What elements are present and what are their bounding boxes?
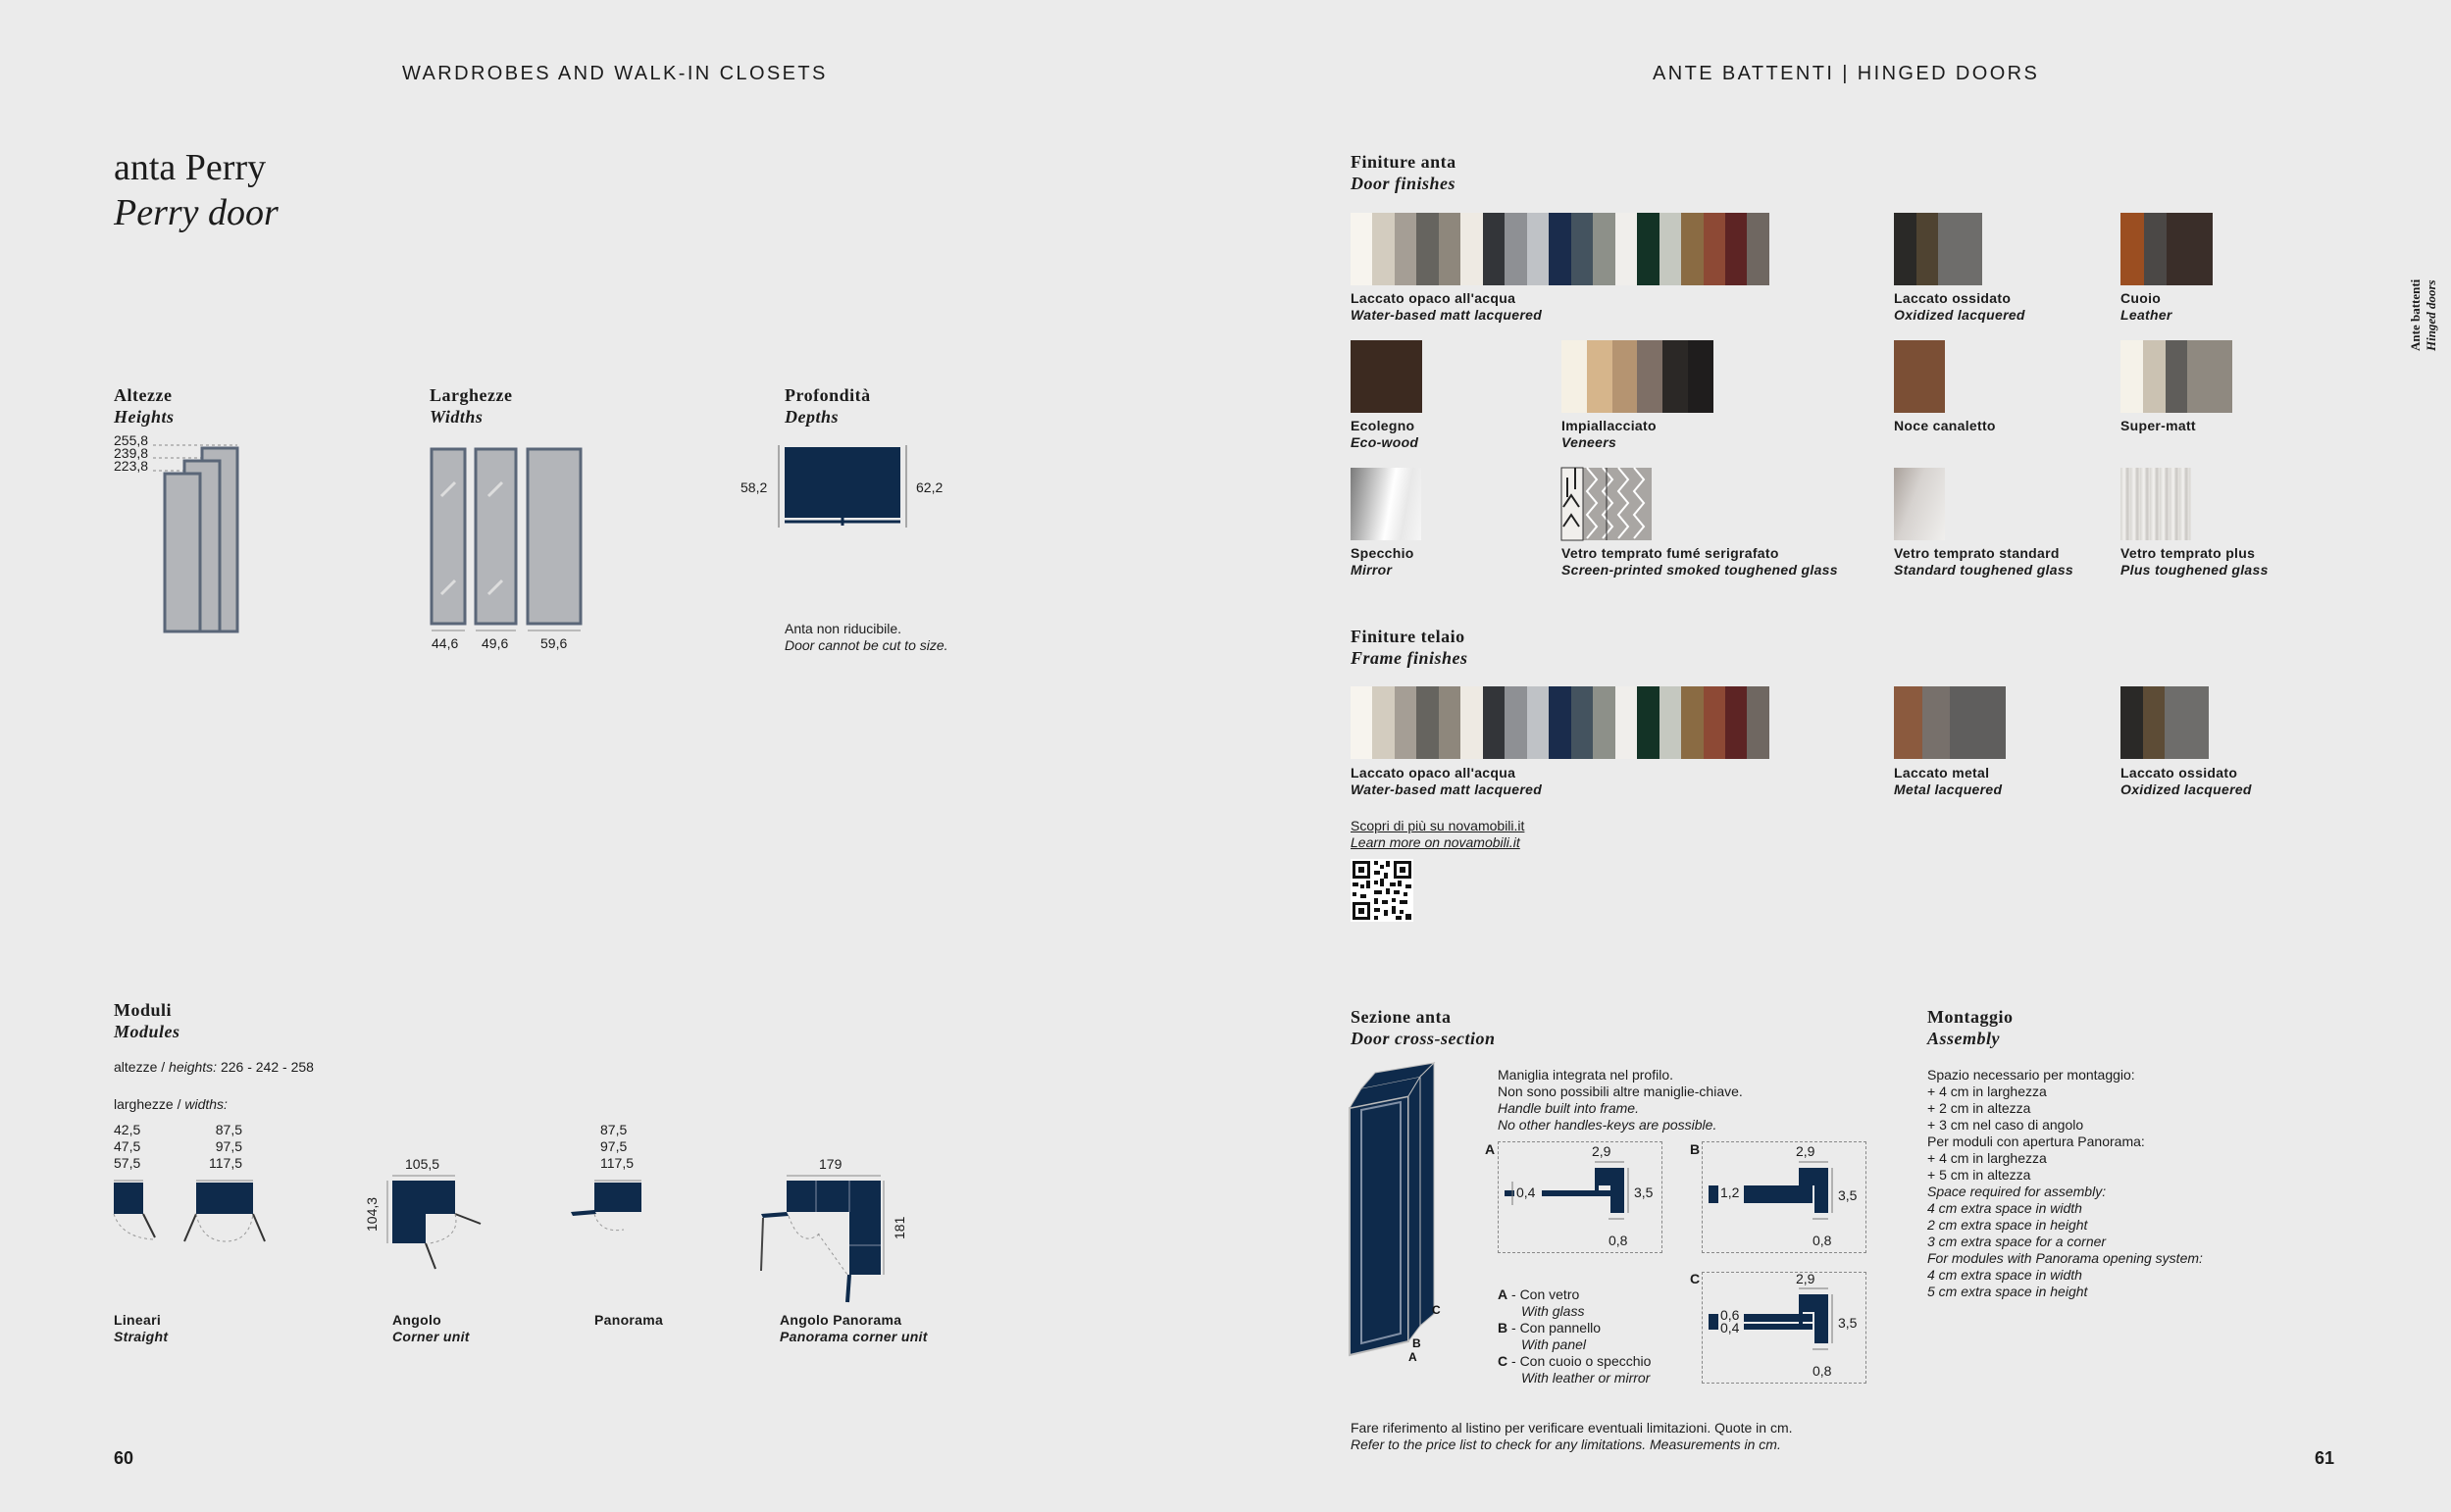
color-swatch bbox=[1460, 686, 1482, 759]
finish-caption-en: Eco-wood bbox=[1351, 434, 1419, 450]
widths-diagram bbox=[430, 447, 587, 633]
swatch-strip bbox=[2120, 340, 2232, 413]
assembly-line: 3 cm extra space for a corner bbox=[1927, 1234, 2107, 1249]
modules-widths-line bbox=[114, 1096, 228, 1113]
color-swatch bbox=[1387, 340, 1423, 413]
swatch-strip bbox=[1351, 686, 1769, 759]
assembly-line: + 4 cm in larghezza bbox=[1927, 1084, 2047, 1099]
qr-code-icon[interactable] bbox=[1351, 859, 1413, 922]
frame-finishes-label bbox=[1351, 626, 1468, 669]
color-swatch bbox=[1681, 213, 1703, 285]
finish-caption bbox=[1894, 418, 1996, 434]
depths-diagram bbox=[775, 443, 912, 533]
color-swatch bbox=[2210, 340, 2232, 413]
left-page-header: WARDROBES AND WALK-IN CLOSETS bbox=[402, 63, 828, 84]
module-corner-diagram bbox=[384, 1173, 492, 1281]
finish-caption bbox=[1894, 545, 2073, 579]
depth-right-value: 62,2 bbox=[916, 479, 944, 495]
assembly-line: + 3 cm nel caso di angolo bbox=[1927, 1117, 2084, 1133]
color-swatch bbox=[1637, 340, 1662, 413]
right-page-header: ANTE BATTENTI | HINGED DOORS bbox=[1653, 63, 2040, 84]
heights-label-it: Altezze bbox=[114, 385, 173, 405]
side-tab-en: Hinged doors bbox=[2424, 279, 2438, 351]
depths-label bbox=[785, 384, 871, 428]
module-type-panorama bbox=[594, 1312, 663, 1329]
module-type-en: Corner unit bbox=[392, 1329, 470, 1344]
dim-a-top: 2,9 bbox=[1592, 1143, 1611, 1159]
height-value: 255,8 bbox=[114, 432, 149, 448]
section-tag-b: B bbox=[1412, 1336, 1421, 1350]
page-title bbox=[114, 145, 279, 235]
mirror-swatch bbox=[1351, 468, 1421, 540]
legend-en: With glass bbox=[1521, 1303, 1585, 1319]
color-swatch bbox=[1894, 340, 1945, 413]
depths-note-en: Door cannot be cut to size. bbox=[785, 637, 948, 653]
color-swatch bbox=[1747, 213, 1768, 285]
profile-b-box bbox=[1702, 1141, 1866, 1253]
assembly-line: 4 cm extra space in width bbox=[1927, 1267, 2082, 1283]
door-section-illustration bbox=[1348, 1069, 1475, 1363]
modules-heights-line bbox=[114, 1059, 314, 1076]
footnote-it: Fare riferimento al listino per verificare eventuali limitazioni. Quote in cm. bbox=[1351, 1420, 1793, 1436]
dim-b-right: 3,5 bbox=[1838, 1187, 1858, 1203]
color-swatch bbox=[2187, 340, 2210, 413]
color-swatch bbox=[1395, 213, 1416, 285]
module-width: 87,5 bbox=[215, 1122, 242, 1137]
finish-caption-en: Metal lacquered bbox=[1894, 781, 2003, 797]
heights-values bbox=[114, 434, 148, 473]
color-swatch bbox=[1615, 686, 1637, 759]
legend-key: C bbox=[1498, 1353, 1508, 1369]
width-value: 59,6 bbox=[540, 635, 568, 651]
color-swatch bbox=[1587, 340, 1612, 413]
legend-en: With panel bbox=[1521, 1336, 1587, 1352]
height-value: 239,8 bbox=[114, 445, 149, 461]
footnote-en: Refer to the price list to check for any limitations. Measurements in cm. bbox=[1351, 1436, 1781, 1452]
color-swatch bbox=[1704, 686, 1725, 759]
widths-label-en: Widths bbox=[430, 407, 484, 427]
module-type-straight bbox=[114, 1312, 168, 1345]
side-tab bbox=[2408, 279, 2439, 351]
dim-b-bottom: 0,8 bbox=[1813, 1233, 1832, 1248]
corner-width: 105,5 bbox=[405, 1156, 440, 1172]
color-swatch bbox=[2187, 686, 2210, 759]
assembly-line: 4 cm extra space in width bbox=[1927, 1200, 2082, 1216]
swatch-strip bbox=[2120, 686, 2209, 759]
color-swatch bbox=[1894, 213, 1916, 285]
dim-b-left: 1,2 bbox=[1720, 1184, 1740, 1200]
profile-c-box bbox=[1702, 1272, 1866, 1384]
assembly-label bbox=[1927, 1006, 2014, 1049]
swatch-strip bbox=[1894, 213, 1982, 285]
height-value: 223,8 bbox=[114, 458, 149, 474]
module-type-corner bbox=[392, 1312, 470, 1345]
color-swatch bbox=[1615, 213, 1637, 285]
module-width: 47,5 bbox=[114, 1138, 141, 1154]
note-line: No other handles-keys are possible. bbox=[1498, 1117, 1717, 1133]
assembly-line: 2 cm extra space in height bbox=[1927, 1217, 2088, 1233]
finish-caption bbox=[1894, 290, 2025, 324]
color-swatch bbox=[1416, 213, 1438, 285]
color-swatch bbox=[1593, 686, 1614, 759]
depth-left-value: 58,2 bbox=[740, 479, 768, 495]
note-line: Handle built into frame. bbox=[1498, 1100, 1639, 1116]
cross-section-it: Sezione anta bbox=[1351, 1007, 1452, 1027]
legend-key: A bbox=[1498, 1286, 1508, 1302]
color-swatch bbox=[2120, 340, 2143, 413]
color-swatch bbox=[1725, 213, 1747, 285]
dim-a-left: 0,4 bbox=[1516, 1184, 1536, 1200]
color-swatch bbox=[1549, 213, 1570, 285]
color-swatch bbox=[1395, 686, 1416, 759]
assembly-line: Spazio necessario per montaggio: bbox=[1927, 1067, 2135, 1083]
module-width: 97,5 bbox=[600, 1138, 628, 1154]
modules-heights-it: altezze / bbox=[114, 1059, 170, 1075]
color-swatch bbox=[1483, 213, 1505, 285]
depths-label-en: Depths bbox=[785, 407, 840, 427]
color-swatch bbox=[1916, 213, 1939, 285]
module-type-en: Panorama corner unit bbox=[780, 1329, 928, 1344]
finish-caption-it: Cuoio bbox=[2120, 290, 2162, 306]
module-width: 87,5 bbox=[600, 1122, 628, 1137]
module-width: 57,5 bbox=[114, 1155, 141, 1171]
color-swatch bbox=[1505, 213, 1526, 285]
dim-b-top: 2,9 bbox=[1796, 1143, 1815, 1159]
finish-caption bbox=[1351, 545, 1414, 579]
color-swatch bbox=[1527, 213, 1549, 285]
assembly-it: Montaggio bbox=[1927, 1007, 2014, 1027]
color-swatch bbox=[1571, 686, 1593, 759]
frame-finishes-it: Finiture telaio bbox=[1351, 627, 1465, 646]
module-panorama-corner-diagram bbox=[759, 1173, 896, 1310]
widths-label-it: Larghezze bbox=[430, 385, 513, 405]
note-line: Non sono possibili altre maniglie-chiave. bbox=[1498, 1084, 1743, 1099]
footnote bbox=[1351, 1420, 1793, 1453]
finish-caption-it: Laccato opaco all'acqua bbox=[1351, 765, 1516, 781]
plus-glass-swatch bbox=[2120, 468, 2191, 540]
cross-section-legend bbox=[1498, 1286, 1651, 1386]
finish-caption bbox=[2120, 418, 2196, 434]
legend-key: B bbox=[1498, 1320, 1508, 1336]
modules-widths-b bbox=[209, 1122, 242, 1172]
assembly-line: + 4 cm in larghezza bbox=[1927, 1150, 2047, 1166]
color-swatch bbox=[1549, 686, 1570, 759]
color-swatch bbox=[1460, 213, 1482, 285]
width-value: 49,6 bbox=[482, 635, 509, 651]
module-type-it: Lineari bbox=[114, 1312, 162, 1328]
color-swatch bbox=[1950, 686, 1978, 759]
color-swatch bbox=[1725, 686, 1747, 759]
color-swatch bbox=[1681, 686, 1703, 759]
module-panorama-diagram bbox=[567, 1173, 655, 1232]
color-swatch bbox=[1372, 686, 1394, 759]
width-value: 44,6 bbox=[432, 635, 459, 651]
color-swatch bbox=[1894, 686, 1922, 759]
learn-more-link[interactable] bbox=[1351, 818, 1524, 851]
assembly-line: + 5 cm in altezza bbox=[1927, 1167, 2031, 1183]
learn-more-it[interactable]: Scopri di più su novamobili.it bbox=[1351, 818, 1525, 833]
module-type-it: Panorama bbox=[594, 1312, 664, 1328]
finish-caption bbox=[1561, 545, 1838, 579]
swatch-strip bbox=[2120, 213, 2213, 285]
finish-caption-it: Ecolegno bbox=[1351, 418, 1415, 433]
assembly-line: Space required for assembly: bbox=[1927, 1184, 2107, 1199]
profile-c-tag: C bbox=[1690, 1271, 1701, 1286]
color-swatch bbox=[1961, 213, 1983, 285]
finish-caption bbox=[2120, 290, 2172, 324]
finish-caption-en: Veneers bbox=[1561, 434, 1617, 450]
modules-widths-a bbox=[114, 1122, 140, 1172]
module-straight-diagram bbox=[108, 1173, 284, 1251]
color-swatch bbox=[1593, 213, 1614, 285]
finish-caption bbox=[1351, 418, 1418, 451]
color-swatch bbox=[1704, 213, 1725, 285]
swatch-strip bbox=[1351, 213, 1769, 285]
color-swatch bbox=[1351, 213, 1372, 285]
finish-caption-en: Leather bbox=[2120, 307, 2172, 323]
finish-caption-it: Laccato ossidato bbox=[1894, 290, 2012, 306]
finish-caption-it: Specchio bbox=[1351, 545, 1414, 561]
page-number-right: 61 bbox=[2315, 1448, 2335, 1468]
swatch-strip bbox=[1894, 686, 2006, 759]
color-swatch bbox=[1660, 686, 1681, 759]
door-finishes-label bbox=[1351, 151, 1456, 194]
dim-a-bottom: 0,8 bbox=[1608, 1233, 1628, 1248]
color-swatch bbox=[1612, 340, 1638, 413]
color-swatch bbox=[1637, 213, 1659, 285]
finish-caption-en: Oxidized lacquered bbox=[2120, 781, 2252, 797]
standard-glass-swatch bbox=[1894, 468, 1945, 540]
swatch-strip bbox=[1561, 340, 1713, 413]
color-swatch bbox=[1351, 340, 1387, 413]
door-finishes-it: Finiture anta bbox=[1351, 152, 1456, 172]
side-tab-it: Ante battenti bbox=[2408, 278, 2423, 351]
cross-section-label bbox=[1351, 1006, 1496, 1049]
dim-c-top: 2,9 bbox=[1796, 1271, 1815, 1286]
finish-caption-en: Oxidized lacquered bbox=[1894, 307, 2025, 323]
module-type-it: Angolo bbox=[392, 1312, 442, 1328]
module-width: 42,5 bbox=[114, 1122, 141, 1137]
color-swatch bbox=[2190, 213, 2214, 285]
door-finishes-en: Door finishes bbox=[1351, 174, 1456, 193]
color-swatch bbox=[1571, 213, 1593, 285]
learn-more-en[interactable]: Learn more on novamobili.it bbox=[1351, 834, 1520, 850]
depths-note-it: Anta non riducibile. bbox=[785, 621, 902, 636]
heights-label-en: Heights bbox=[114, 407, 175, 427]
finish-caption-it: Vetro temprato plus bbox=[2120, 545, 2256, 561]
assembly-en: Assembly bbox=[1927, 1029, 2000, 1048]
dim-c-right: 3,5 bbox=[1838, 1315, 1858, 1331]
finish-caption-it: Laccato opaco all'acqua bbox=[1351, 290, 1516, 306]
color-swatch bbox=[1351, 686, 1372, 759]
title-en: Perry door bbox=[114, 192, 279, 233]
color-swatch bbox=[2144, 213, 2168, 285]
swatch-strip bbox=[1894, 340, 1945, 413]
swatch-strip bbox=[1351, 340, 1422, 413]
legend-it: - Con vetro bbox=[1507, 1286, 1580, 1302]
dim-c-bottom: 0,8 bbox=[1813, 1363, 1832, 1379]
modules-widths-en: widths: bbox=[184, 1096, 228, 1112]
finish-caption bbox=[2120, 545, 2269, 579]
legend-it: - Con pannello bbox=[1507, 1320, 1602, 1336]
color-swatch bbox=[2167, 213, 2190, 285]
finish-caption bbox=[2120, 765, 2252, 798]
depths-note bbox=[785, 621, 948, 654]
module-width: 117,5 bbox=[209, 1155, 242, 1171]
finish-caption bbox=[1351, 290, 1542, 324]
module-type-en: Straight bbox=[114, 1329, 169, 1344]
profile-b-tag: B bbox=[1690, 1141, 1701, 1157]
assembly-line: 5 cm extra space in height bbox=[1927, 1284, 2088, 1299]
assembly-line: Per moduli con apertura Panorama: bbox=[1927, 1134, 2145, 1149]
cross-section-en: Door cross-section bbox=[1351, 1029, 1496, 1048]
heights-label bbox=[114, 384, 175, 428]
modules-label-en: Modules bbox=[114, 1022, 180, 1041]
widths-label bbox=[430, 384, 512, 428]
section-tag-c: C bbox=[1432, 1303, 1441, 1317]
color-swatch bbox=[2166, 340, 2188, 413]
color-swatch bbox=[1439, 213, 1460, 285]
color-swatch bbox=[1439, 686, 1460, 759]
finish-caption-it: Laccato metal bbox=[1894, 765, 1990, 781]
legend-it: - Con cuoio o specchio bbox=[1507, 1353, 1652, 1369]
module-width: 97,5 bbox=[215, 1138, 242, 1154]
color-swatch bbox=[1938, 213, 1961, 285]
color-swatch bbox=[1416, 686, 1438, 759]
color-swatch bbox=[1688, 340, 1713, 413]
module-type-panorama-corner bbox=[780, 1312, 928, 1345]
page-number-left: 60 bbox=[114, 1448, 134, 1468]
color-swatch bbox=[1483, 686, 1505, 759]
finish-caption-it: Vetro temprato standard bbox=[1894, 545, 2060, 561]
panorama-corner-height: 181 bbox=[892, 1216, 907, 1239]
finish-caption bbox=[1894, 765, 2002, 798]
finish-caption-it: Laccato ossidato bbox=[2120, 765, 2238, 781]
finish-caption-it: Noce canaletto bbox=[1894, 418, 1996, 433]
color-swatch bbox=[1527, 686, 1549, 759]
finish-caption-en: Water-based matt lacquered bbox=[1351, 307, 1543, 323]
modules-widths-it: larghezze / bbox=[114, 1096, 185, 1112]
finish-caption-en: Water-based matt lacquered bbox=[1351, 781, 1543, 797]
color-swatch bbox=[1561, 340, 1587, 413]
modules-widths-c bbox=[600, 1122, 634, 1172]
screen-printed-glass-swatch bbox=[1561, 468, 1652, 540]
dim-c-left1: 0,6 bbox=[1720, 1307, 1740, 1323]
assembly-line: + 2 cm in altezza bbox=[1927, 1100, 2031, 1116]
color-swatch bbox=[1922, 686, 1951, 759]
dim-c-left bbox=[1720, 1309, 1739, 1335]
heights-diagram bbox=[147, 439, 245, 628]
section-tag-a: A bbox=[1408, 1350, 1417, 1364]
note-line: Maniglia integrata nel profilo. bbox=[1498, 1067, 1673, 1083]
assembly-line: For modules with Panorama opening system: bbox=[1927, 1250, 2203, 1266]
finish-caption-en: Plus toughened glass bbox=[2120, 562, 2269, 578]
color-swatch bbox=[1978, 686, 2007, 759]
finish-caption-en: Mirror bbox=[1351, 562, 1393, 578]
finish-caption-it: Vetro temprato fumé serigrafato bbox=[1561, 545, 1779, 561]
finish-caption-en: Screen-printed smoked toughened glass bbox=[1561, 562, 1838, 578]
modules-heights-values: 226 - 242 - 258 bbox=[217, 1059, 314, 1075]
modules-heights-en: heights: bbox=[169, 1059, 218, 1075]
color-swatch bbox=[2143, 686, 2166, 759]
dim-a-right: 3,5 bbox=[1634, 1184, 1654, 1200]
color-swatch bbox=[2165, 686, 2187, 759]
color-swatch bbox=[2120, 213, 2144, 285]
finish-caption bbox=[1351, 765, 1542, 798]
profile-a-box bbox=[1498, 1141, 1662, 1253]
modules-label bbox=[114, 999, 180, 1042]
title-it: anta Perry bbox=[114, 147, 267, 188]
color-swatch bbox=[2120, 686, 2143, 759]
panorama-corner-width: 179 bbox=[819, 1156, 843, 1172]
legend-en: With leather or mirror bbox=[1521, 1370, 1651, 1386]
corner-height: 104,3 bbox=[364, 1196, 380, 1232]
assembly-text bbox=[1927, 1067, 2203, 1300]
color-swatch bbox=[2143, 340, 2166, 413]
module-width: 117,5 bbox=[600, 1155, 634, 1171]
finish-caption bbox=[1561, 418, 1657, 451]
cross-section-note bbox=[1498, 1067, 1743, 1134]
color-swatch bbox=[1660, 213, 1681, 285]
color-swatch bbox=[1372, 213, 1394, 285]
modules-label-it: Moduli bbox=[114, 1000, 173, 1020]
finish-caption-it: Super-matt bbox=[2120, 418, 2196, 433]
module-type-it: Angolo Panorama bbox=[780, 1312, 902, 1328]
color-swatch bbox=[1662, 340, 1688, 413]
profile-a-tag: A bbox=[1485, 1141, 1496, 1157]
finish-caption-it: Impiallacciato bbox=[1561, 418, 1657, 433]
color-swatch bbox=[1637, 686, 1659, 759]
dim-c-left2: 0,4 bbox=[1720, 1320, 1740, 1336]
color-swatch bbox=[1747, 686, 1768, 759]
color-swatch bbox=[1505, 686, 1526, 759]
frame-finishes-en: Frame finishes bbox=[1351, 648, 1468, 668]
finish-caption-en: Standard toughened glass bbox=[1894, 562, 2073, 578]
depths-label-it: Profondità bbox=[785, 385, 871, 405]
